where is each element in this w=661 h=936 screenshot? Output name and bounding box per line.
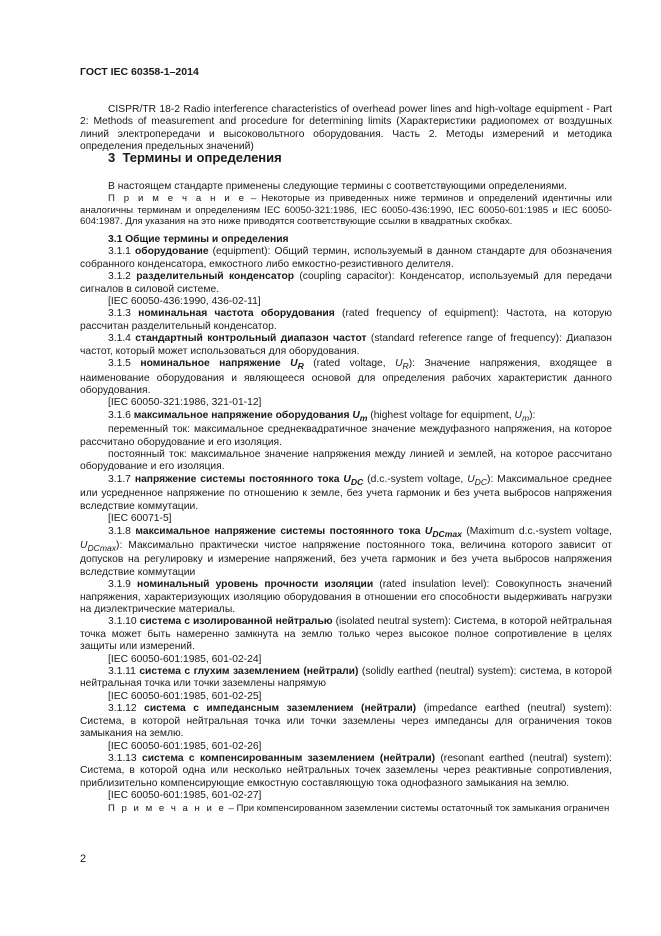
term-3-1-1: 3.1.1 оборудование (equipment): Общий термин, используемый в данном стандарте для обозначения собранного конденсатора, емкостного либо емкостно-резистивного делителя. [80,246,612,270]
term-3-1-6: 3.1.6 максимальное напряжение оборудования $U_m$ (highest voltage for equipment, $U_m$): [108,409,536,423]
term-3-1-13: 3.1.13 система с компенсированным заземлением (нейтрали) (resonant earthed (neutral) system): Система, в которой одна или несколько нейтральных точек заземлены через реактивные сопротивления, приблизительно компенсирующие емкостную составляющую тока однофазного замыкания на землю. [80,752,612,789]
cispr-en: CISPR/TR 18-2 Radio interference characteristics of overhead power lines and high-voltage equipment - Part 2: Methods of measurement and procedure for determining limits [80,104,612,128]
term-3-1-9: 3.1.9 номинальный уровень прочности изоляции (rated insulation level): Совокупность значений напряжения, характеризующих изоляцию оборудования в отношении его способности выдерживать нагрузки на диэлектрические материалы. [80,579,612,616]
note-text: – Некоторые из приведенных ниже терминов и определений идентичны или аналогичны терминам и определениям IEC 60050-321:1986, IEC 60050-436:1990, IEC 60050-601:1985 и IEC 60050-604:1987. Для указания на это ниже приводятся соответствующие ссылки в квадратных скобках. [80,193,612,227]
intro-paragraph: В настоящем стандарте применены следующие термины с соответствующими определениями. [108,181,568,192]
note-label: П р и м е ч а н и е [108,802,226,814]
note-text: – При компенсированном заземлении системы остаточный ток замыкания ограничен [225,802,610,814]
subsection-heading: 3.1 Общие термины и определения [108,234,289,246]
reference: [IEC 60050-436:1990, 436-02-11] [108,296,261,308]
reference: [IEC 60050-601:1985, 601-02-26] [108,740,262,752]
term-3-1-8: 3.1.8 максимальное напряжение системы постоянного тока $U_{DCmax}$ (Maximum d.c.-system voltage, $U_{DCmax}$): Максимально практически чистое напряжение постоянного тока, величина которого зависит от допусков на регулировку и измерение напряжений, без учета гармоник и без учета выбросов напряжения вследствие коммутации [80,525,612,578]
section-title: Термины и определения [122,150,282,165]
reference: [IEC 60050-601:1985, 601-02-25] [108,690,262,702]
term-3-1-10: 3.1.10 система с изолированной нейтралью (isolated neutral system): Система, в которой нейтральная точка может быть намеренно замкнута на землю только через высокое полное сопротивление в целях защиты или измерений. [80,616,612,653]
term-3-1-12: 3.1.12 система с импедансным заземлением (нейтрали) (impedance earthed (neutral) system): Система, в которой нейтральная точка или точки заземлены через импедансы для ограничения токов замыкания на землю. [80,703,612,740]
section-number: 3 [108,150,116,165]
document-header: ГОСТ IEC 60358-1–2014 [80,66,199,78]
note-1 [80,193,612,227]
reference: [IEC 60071-5] [108,513,172,525]
term-3-1-11: 3.1.11 система с глухим заземлением (нейтрали) (solidly earthed (neutral) system): система, в которой нейтральная точка или точки заземлены напрямую [80,666,612,690]
section-heading [108,152,282,164]
reference: [IEC 60050-601:1985, 601-02-27] [108,790,262,802]
note-2 [80,803,612,814]
section-body [80,181,612,814]
term-3-1-2: 3.1.2 разделительный конденсатор (coupling capacitor): Конденсатор, используемый для передачи сигналов в силовой системе. [80,271,613,295]
cispr-ru: (Характеристики радиопомех от воздушных линий электропередачи и высоковольтного оборудования. Часть 2. Методы измерений и методика определения предельных значений) [80,116,612,153]
reference: [IEC 60050-321:1986, 321-01-12] [108,397,262,409]
cispr-reference [80,104,612,154]
term-3-1-3: 3.1.3 номинальная частота оборудования (rated frequency of equipment): Частота, на которую рассчитан разделительный конденсатор. [80,308,612,332]
page-number: 2 [80,853,87,865]
term-3-1-7: 3.1.7 напряжение системы постоянного тока $U_{DC}$ (d.c.-system voltage, $U_{DC}$): Максимальное среднее или усредненное напряжение по отношению к земле, без учета гармоник и без учета выбросов напряжения вследствие коммутации. [80,473,613,512]
term-3-1-4: 3.1.4 стандартный контрольный диапазон частот (standard reference range of frequency): Диапазон частот, который может использоваться для оборудования. [80,333,612,357]
ac-definition: переменный ток: максимальное среднеквадратичное значение междуфазного напряжения, на которое рассчитано оборудование и его изоляция. [80,424,612,448]
dc-definition: постоянный ток: максимальное значение напряжения между линией и землей, на которое рассчитано оборудование и его изоляция. [80,449,612,473]
note-label: П р и м е ч а н и е [108,193,246,205]
reference: [IEC 60050-601:1985, 601-02-24] [108,653,262,665]
term-3-1-5: 3.1.5 номинальное напряжение $U_R$ (rated voltage, $U_R$): Значение напряжения, входящее в наименование оборудования и являющееся основой для определения рабочих характеристик данного оборудования. [80,358,613,396]
